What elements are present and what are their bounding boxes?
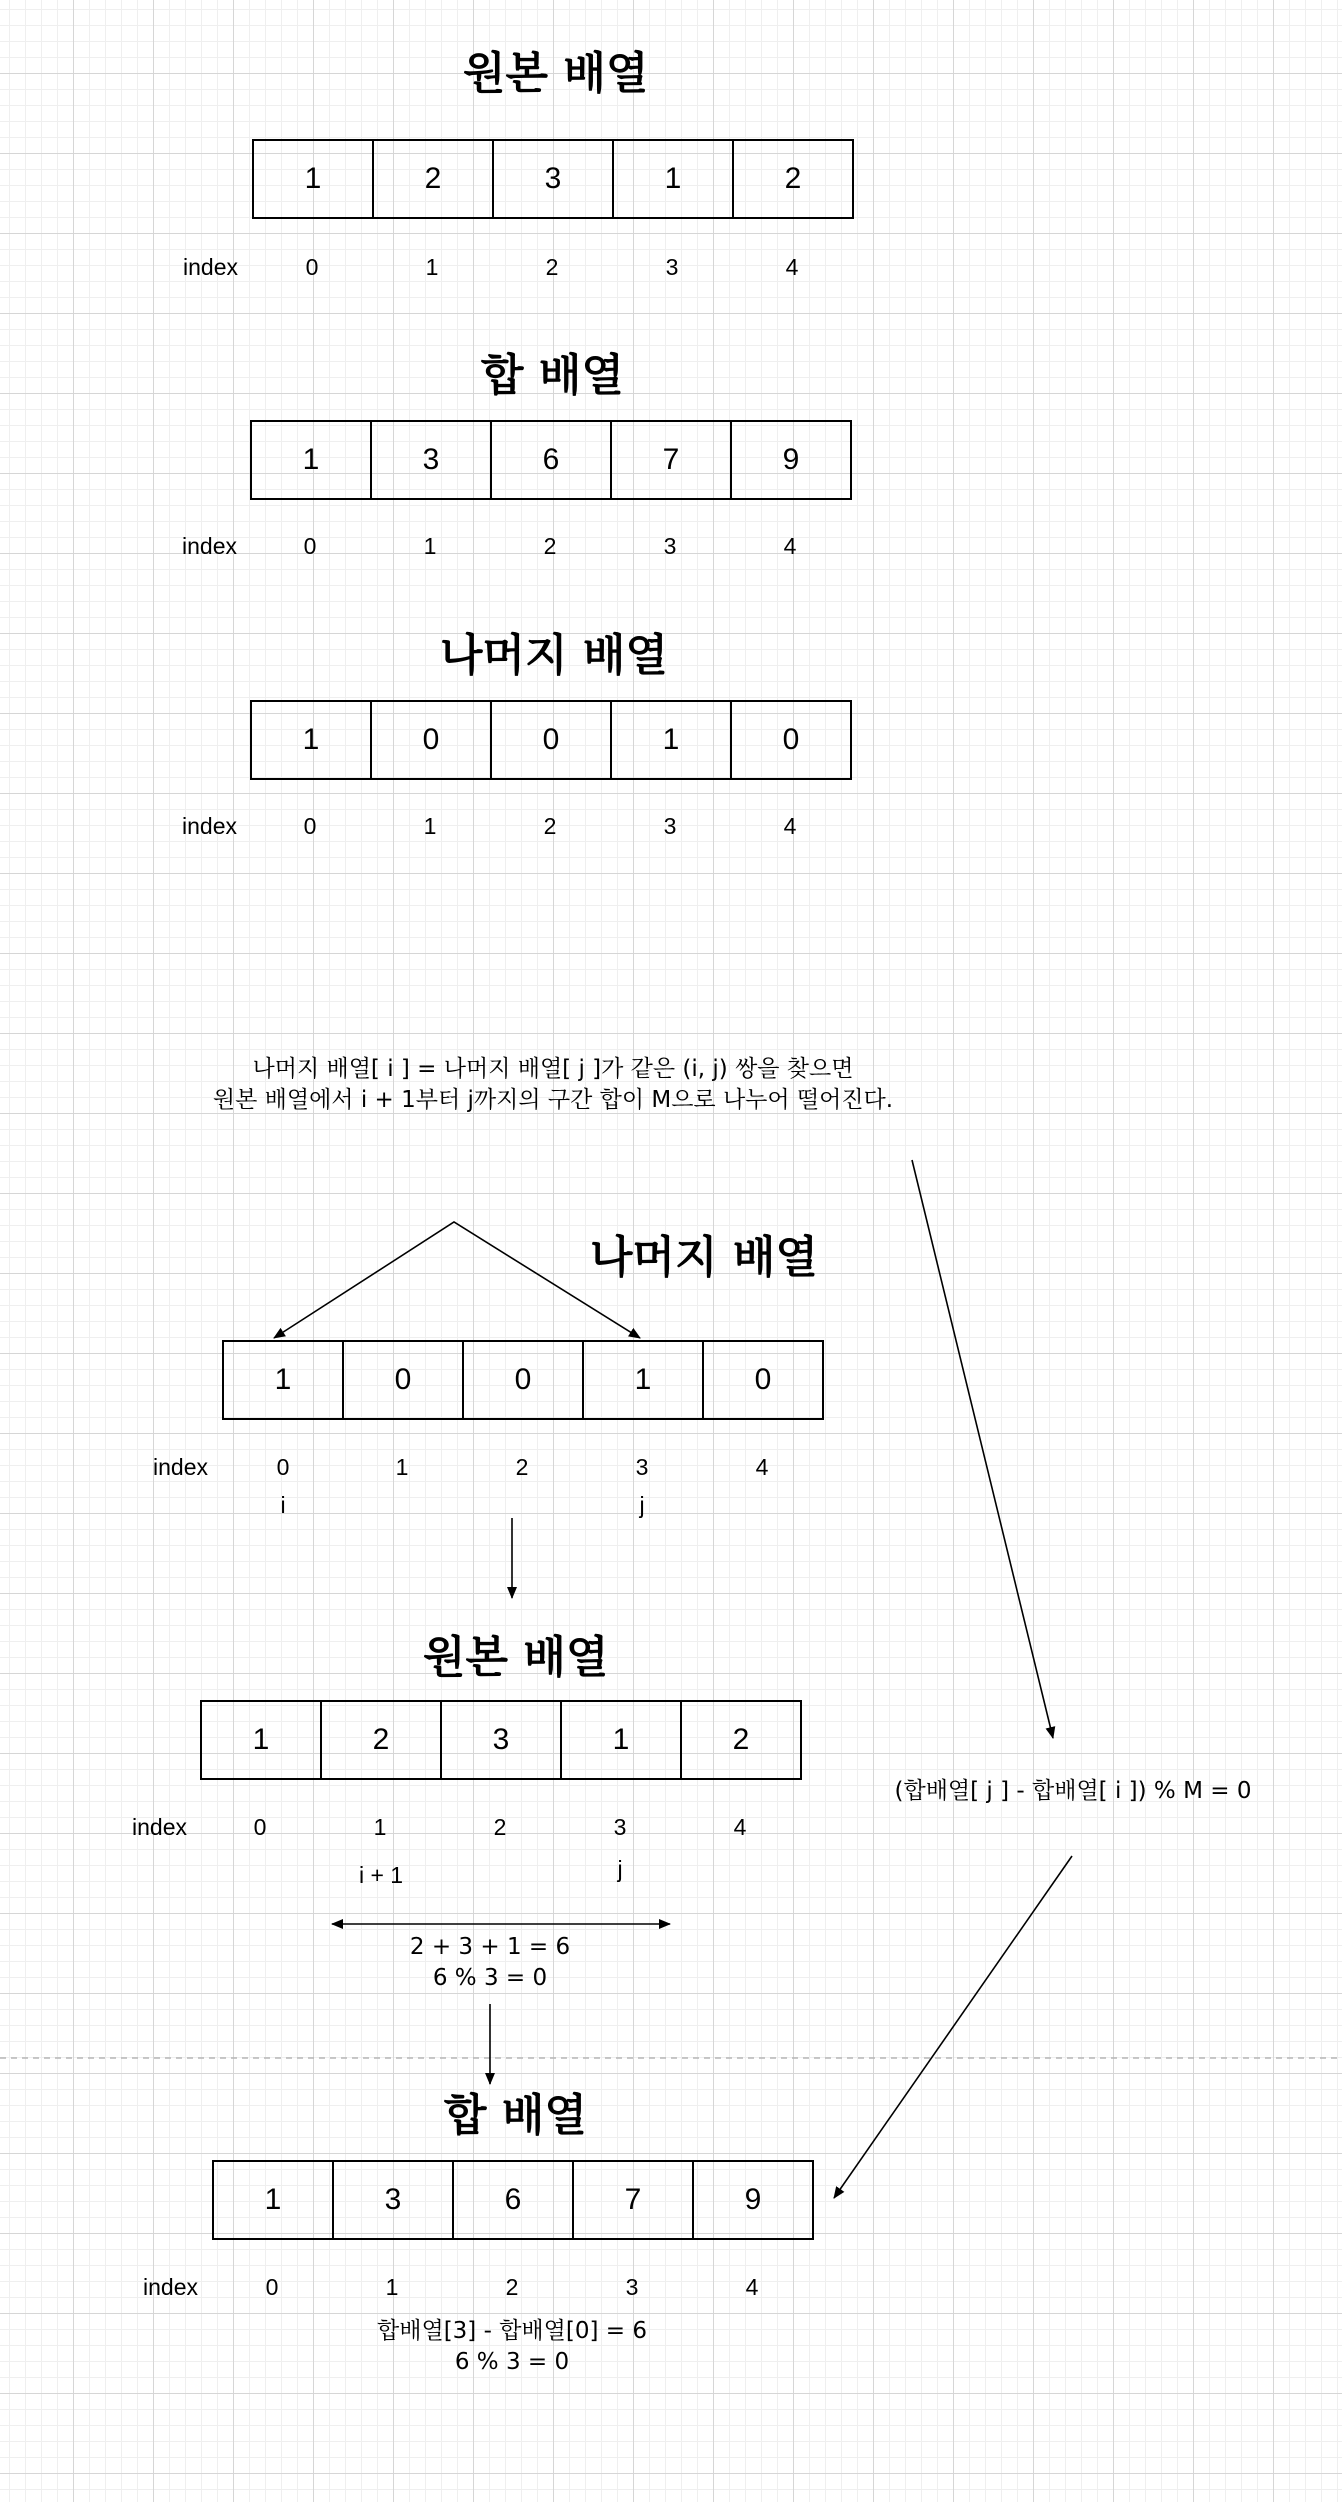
index-label: index <box>182 533 237 559</box>
index-value: 2 <box>543 813 557 839</box>
index-value: 1 <box>423 813 437 839</box>
marker-j: j <box>617 1856 623 1882</box>
original-array-title: 원본 배열 <box>463 48 649 99</box>
array-cell: 2 <box>680 1702 800 1778</box>
index-value: 2 <box>543 533 557 559</box>
index-label: index <box>183 254 238 280</box>
range-sum-line-1: 2 + 3 + 1 = 6 <box>409 1934 571 1960</box>
index-value: 1 <box>373 1814 387 1840</box>
array-cell: 1 <box>274 1363 292 1396</box>
index-value: 3 <box>665 254 679 280</box>
array-cell: 9 <box>692 2162 812 2238</box>
index-value: 4 <box>745 2274 759 2300</box>
array-cell: 0 <box>702 1342 822 1418</box>
array-cell: 6 <box>452 2162 572 2238</box>
index-value: 4 <box>783 533 797 559</box>
formula-text: (합배열[ j ] - 합배열[ i ]) % M = 0 <box>894 1778 1252 1804</box>
array-cell: 2 <box>320 1702 440 1778</box>
index-value: 4 <box>785 254 799 280</box>
prefix-diff-line-1: 합배열[3] - 합배열[0] = 6 <box>377 2318 647 2344</box>
array-cell: 0 <box>490 702 610 778</box>
index-value: 1 <box>423 533 437 559</box>
index-value: 2 <box>515 1454 529 1480</box>
array-cell: 7 <box>572 2162 692 2238</box>
marker-i-plus-1: i + 1 <box>358 1862 404 1888</box>
index-value: 3 <box>635 1454 649 1480</box>
index-value: 4 <box>755 1454 769 1480</box>
description-line-2: 원본 배열에서 i + 1부터 j까지의 구간 합이 M으로 나누어 떨어진다. <box>212 1087 894 1114</box>
index-value: 0 <box>303 533 317 559</box>
array-cell: 1 <box>304 162 322 195</box>
array-cell: 2 <box>372 141 492 217</box>
index-label: index <box>143 2274 198 2300</box>
sum-array-title: 합 배열 <box>481 350 624 401</box>
index-label: index <box>182 813 237 839</box>
index-label: index <box>153 1454 208 1480</box>
index-value: 0 <box>303 813 317 839</box>
array-cell: 9 <box>730 422 850 498</box>
array-cell: 1 <box>302 443 320 476</box>
index-value: 0 <box>265 2274 279 2300</box>
remainder-array-title: 나머지 배열 <box>440 630 668 681</box>
array-cell: 1 <box>582 1342 702 1418</box>
array-cell: 6 <box>490 422 610 498</box>
array-cell: 3 <box>492 141 612 217</box>
diagonal-arrow-to-sum <box>834 1856 1072 2198</box>
index-value: 1 <box>425 254 439 280</box>
array-cell: 3 <box>440 1702 560 1778</box>
array-cell: 0 <box>462 1342 582 1418</box>
index-value: 4 <box>733 1814 747 1840</box>
array-cell: 3 <box>332 2162 452 2238</box>
array-cell: 1 <box>264 2183 282 2216</box>
remainder-array-title-2: 나머지 배열 <box>590 1232 818 1283</box>
index-value: 3 <box>625 2274 639 2300</box>
array-cell: 1 <box>612 141 732 217</box>
index-label: index <box>132 1814 187 1840</box>
index-value: 0 <box>305 254 319 280</box>
array-cell: 0 <box>342 1342 462 1418</box>
description-line-1: 나머지 배열[ i ] = 나머지 배열[ j ]가 같은 (i, j) 쌍을 찾으면 <box>252 1056 854 1082</box>
index-value: 2 <box>545 254 559 280</box>
index-value: 3 <box>663 813 677 839</box>
diagonal-arrow-to-formula <box>912 1160 1053 1738</box>
index-value: 2 <box>493 1814 507 1840</box>
index-value: 3 <box>613 1814 627 1840</box>
index-value: 0 <box>253 1814 267 1840</box>
sum-array-title-2: 합 배열 <box>444 2090 587 2141</box>
array-cell: 1 <box>610 702 730 778</box>
index-value: 4 <box>783 813 797 839</box>
index-value: 0 <box>276 1454 290 1480</box>
prefix-diff-line-2: 6 % 3 = 0 <box>454 2349 570 2376</box>
marker-i: i <box>280 1492 286 1518</box>
array-cell: 1 <box>302 723 320 756</box>
pair-connector-arrow <box>274 1222 640 1338</box>
array-cell: 1 <box>252 1723 270 1756</box>
array-cell: 7 <box>610 422 730 498</box>
array-cell: 0 <box>370 702 490 778</box>
array-cell: 1 <box>560 1702 680 1778</box>
array-cell: 0 <box>730 702 850 778</box>
index-value: 1 <box>385 2274 399 2300</box>
index-value: 2 <box>505 2274 519 2300</box>
marker-j: j <box>639 1492 645 1518</box>
array-cell: 2 <box>732 141 852 217</box>
index-value: 3 <box>663 533 677 559</box>
array-cell: 3 <box>370 422 490 498</box>
index-value: 1 <box>395 1454 409 1480</box>
original-array-title-2: 원본 배열 <box>423 1632 609 1683</box>
range-sum-line-2: 6 % 3 = 0 <box>432 1965 548 1992</box>
